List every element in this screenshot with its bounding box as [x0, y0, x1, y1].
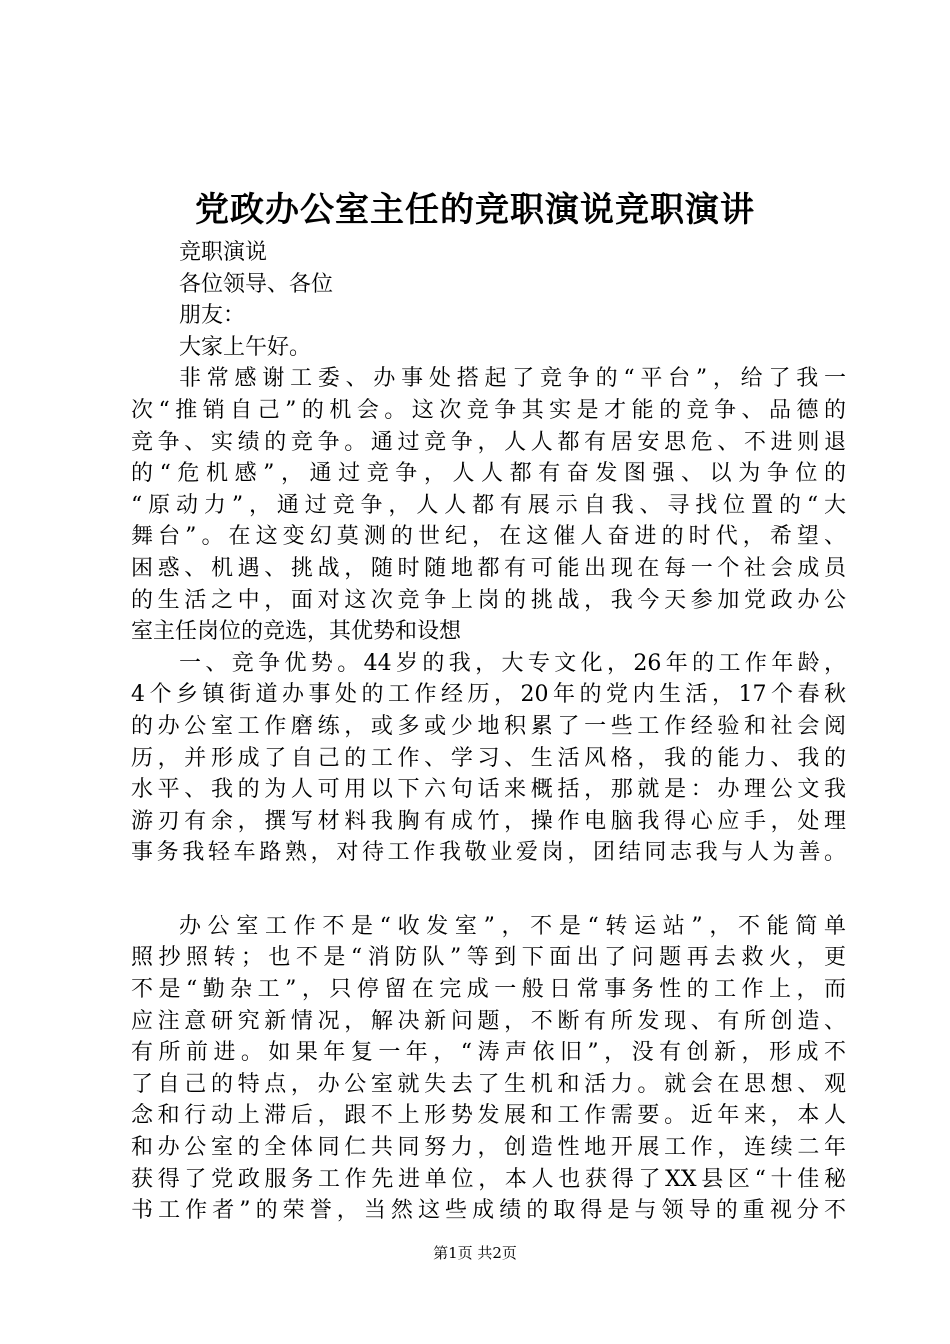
document-title: 党政办公室主任的竞职演说竞职演讲 [195, 190, 755, 230]
text-line: 事务我轻车路熟，对待工作我敬业爱岗，团结同志我与人为善。 [131, 840, 846, 866]
text-line: 游刃有余，撰写材料我胸有成竹，操作电脑我得心应手，处理 [131, 808, 846, 834]
text-line: 非常感谢工委、办事处搭起了竞争的“平台”，给了我一 [179, 366, 846, 392]
text-line: 一、竞争优势。44岁的我，大专文化，26年的工作年龄， [179, 650, 846, 676]
text-line: 大家上午好。 [179, 334, 312, 360]
text-line: 照抄照转；也不是“消防队”等到下面出了问题再去救火，更 [131, 945, 846, 971]
text-line: 困惑、机遇、挑战，随时随地都有可能出现在每一个社会成员 [131, 555, 846, 581]
text-line: 的生活之中，面对这次竞争上岗的挑战，我今天参加党政办公 [131, 587, 846, 613]
text-line: “原动力”，通过竞争，人人都有展示自我、寻找位置的“大 [131, 492, 846, 518]
text-line: 有所前进。如果年复一年，“涛声依旧”，没有创新，形成不 [131, 1040, 846, 1066]
text-line: 书工作者”的荣誉，当然这些成绩的取得是与领导的重视分不 [131, 1198, 846, 1224]
text-line: 办公室工作不是“收发室”，不是“转运站”，不能简单 [179, 913, 846, 939]
document-body [131, 237, 846, 1227]
text-line: 舞台”。在这变幻莫测的世纪，在这催人奋进的时代，希望、 [131, 524, 846, 550]
page-footer: 第1页 共2页 [433, 1244, 517, 1262]
text-line: 的办公室工作磨练，或多或少地积累了一些工作经验和社会阅 [131, 713, 846, 739]
text-line: 各位领导、各位 [179, 271, 334, 297]
blank-line [131, 869, 846, 911]
text-line: 水平、我的为人可用以下六句话来概括，那就是：办理公文我 [131, 777, 846, 803]
text-line: 竞职演说 [179, 240, 268, 265]
text-line: 室主任岗位的竞选，其优势和设想 [131, 619, 462, 645]
text-line: 次“推销自己”的机会。这次竞争其实是才能的竞争、品德的 [131, 397, 846, 423]
text-line: 竞争、实绩的竞争。通过竞争，人人都有居安思危、不进则退 [131, 429, 846, 455]
text-line: 的“危机感”，通过竞争，人人都有奋发图强、以为争位的 [131, 461, 846, 487]
text-line: 了自己的特点，办公室就失去了生机和活力。就会在思想、观 [131, 1071, 846, 1097]
text-line: 和办公室的全体同仁共同努力，创造性地开展工作，连续二年 [131, 1135, 846, 1161]
text-line: 应注意研究新情况，解决新问题，不断有所发现、有所创造、 [131, 1008, 846, 1034]
text-line: 4个乡镇街道办事处的工作经历，20年的党内生活，17个春秋 [131, 682, 846, 708]
text-line: 不是“勤杂工”，只停留在完成一般日常事务性的工作上，而 [131, 977, 846, 1003]
text-line: 念和行动上滞后，跟不上形势发展和工作需要。近年来，本人 [131, 1103, 846, 1129]
text-line: 历，并形成了自己的工作、学习、生活风格，我的能力、我的 [131, 745, 846, 771]
text-line: 获得了党政服务工作先进单位，本人也获得了XX县区“十佳秘 [131, 1166, 846, 1192]
text-line: 朋友： [179, 303, 246, 329]
